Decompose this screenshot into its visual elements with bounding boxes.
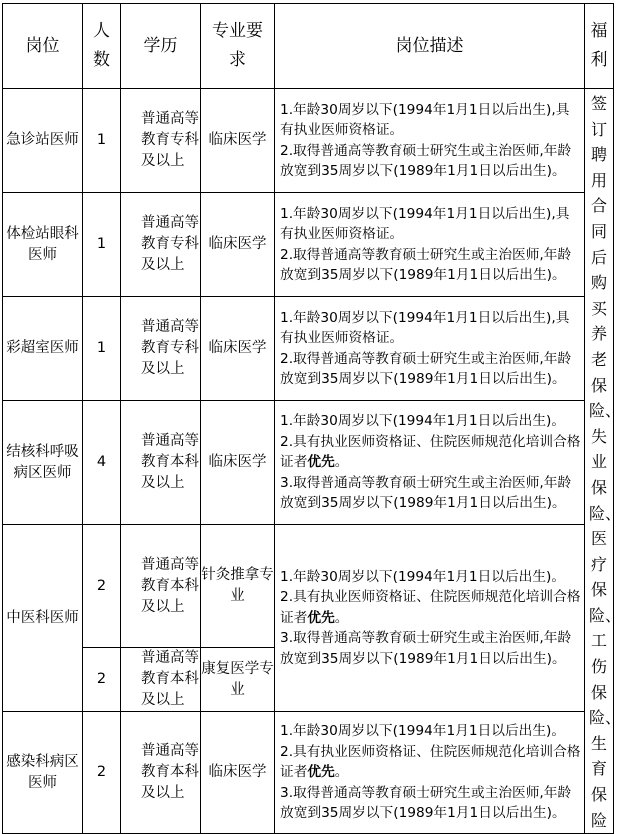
header-description: 岗位描述 xyxy=(275,4,585,89)
count-cell: 1 xyxy=(83,297,121,401)
count-cell: 2 xyxy=(83,525,121,648)
table-row xyxy=(3,193,614,297)
position-cell: 彩超室医师 xyxy=(3,297,83,401)
welfare-cell: 签订聘用合同后购买养老保险、失业保险、医疗保险、工伤保险、生育保险 xyxy=(585,89,614,834)
header-education: 学历 xyxy=(121,4,201,89)
table-row xyxy=(3,89,614,193)
description-cell: 1.年龄30周岁以下(1994年1月1日以后出生)。 2.具有执业医师资格证、住院医师规范化培训合格证者优先。 3.取得普通高等教育硕士研究生或主治医师,年龄放宽到35周岁以下(1989年1月1日以后出生)。 xyxy=(275,525,585,712)
header-major: 专业要 求 xyxy=(201,4,275,89)
position-cell: 结核科呼吸病区医师 xyxy=(3,401,83,525)
description-cell: 1.年龄30周岁以下(1994年1月1日以后出生),具有执业医师资格证。 2.取得普通高等教育硕士研究生或主治医师,年龄放宽到35周岁以下(1989年1月1日以后出生)。 xyxy=(275,297,585,401)
education-cell: 普通高等教育专科及以上 xyxy=(121,297,201,401)
education-cell: 普通高等教育本科及以上 xyxy=(121,525,201,648)
header-position: 岗位 xyxy=(3,4,83,89)
major-cell: 临床医学 xyxy=(201,193,275,297)
education-cell: 普通高等教育本科及以上 xyxy=(121,712,201,834)
education-cell: 普通高等教育专科及以上 xyxy=(121,89,201,193)
header-welfare: 福 利 xyxy=(585,4,614,89)
count-cell: 2 xyxy=(83,712,121,834)
table-row xyxy=(3,712,614,834)
education-cell: 普通高等教育专科及以上 xyxy=(121,193,201,297)
recruitment-table xyxy=(2,3,621,834)
position-cell: 体检站眼科医师 xyxy=(3,193,83,297)
major-cell: 临床医学 xyxy=(201,712,275,834)
count-cell: 1 xyxy=(83,193,121,297)
count-cell: 4 xyxy=(83,401,121,525)
description-cell: 1.年龄30周岁以下(1994年1月1日以后出生),具有执业医师资格证。 2.取得普通高等教育硕士研究生或主治医师,年龄放宽到35周岁以下(1989年1月1日以后出生)。 xyxy=(275,193,585,297)
position-cell: 中医科医师 xyxy=(3,525,83,712)
header-row xyxy=(3,4,614,89)
count-cell: 1 xyxy=(83,89,121,193)
position-cell: 急诊站医师 xyxy=(3,89,83,193)
major-cell: 康复医学专业 xyxy=(201,648,275,712)
description-cell: 1.年龄30周岁以下(1994年1月1日以后出生)。 2.具有执业医师资格证、住院医师规范化培训合格证者优先。 3.取得普通高等教育硕士研究生或主治医师,年龄放宽到35周岁以下(1989年1月1日以后出生)。 xyxy=(275,712,585,834)
table-row xyxy=(3,525,614,648)
major-cell: 临床医学 xyxy=(201,297,275,401)
major-cell: 临床医学 xyxy=(201,401,275,525)
major-cell: 针灸推拿专业 xyxy=(201,525,275,648)
description-cell: 1.年龄30周岁以下(1994年1月1日以后出生),具有执业医师资格证。 2.取得普通高等教育硕士研究生或主治医师,年龄放宽到35周岁以下(1989年1月1日以后出生)。 xyxy=(275,89,585,193)
count-cell: 2 xyxy=(83,648,121,712)
major-cell: 临床医学 xyxy=(201,89,275,193)
description-cell: 1.年龄30周岁以下(1994年1月1日以后出生)。 2.具有执业医师资格证、住院医师规范化培训合格证者优先。 3.取得普通高等教育硕士研究生或主治医师,年龄放宽到35周岁以下(1989年1月1日以后出生)。 xyxy=(275,401,585,525)
education-cell: 普通高等教育本科及以上 xyxy=(121,401,201,525)
position-cell: 感染科病区医师 xyxy=(3,712,83,834)
header-count: 人 数 xyxy=(83,4,121,89)
table-row xyxy=(3,401,614,525)
table-row xyxy=(3,297,614,401)
education-cell: 普通高等教育本科及以上 xyxy=(121,648,201,712)
